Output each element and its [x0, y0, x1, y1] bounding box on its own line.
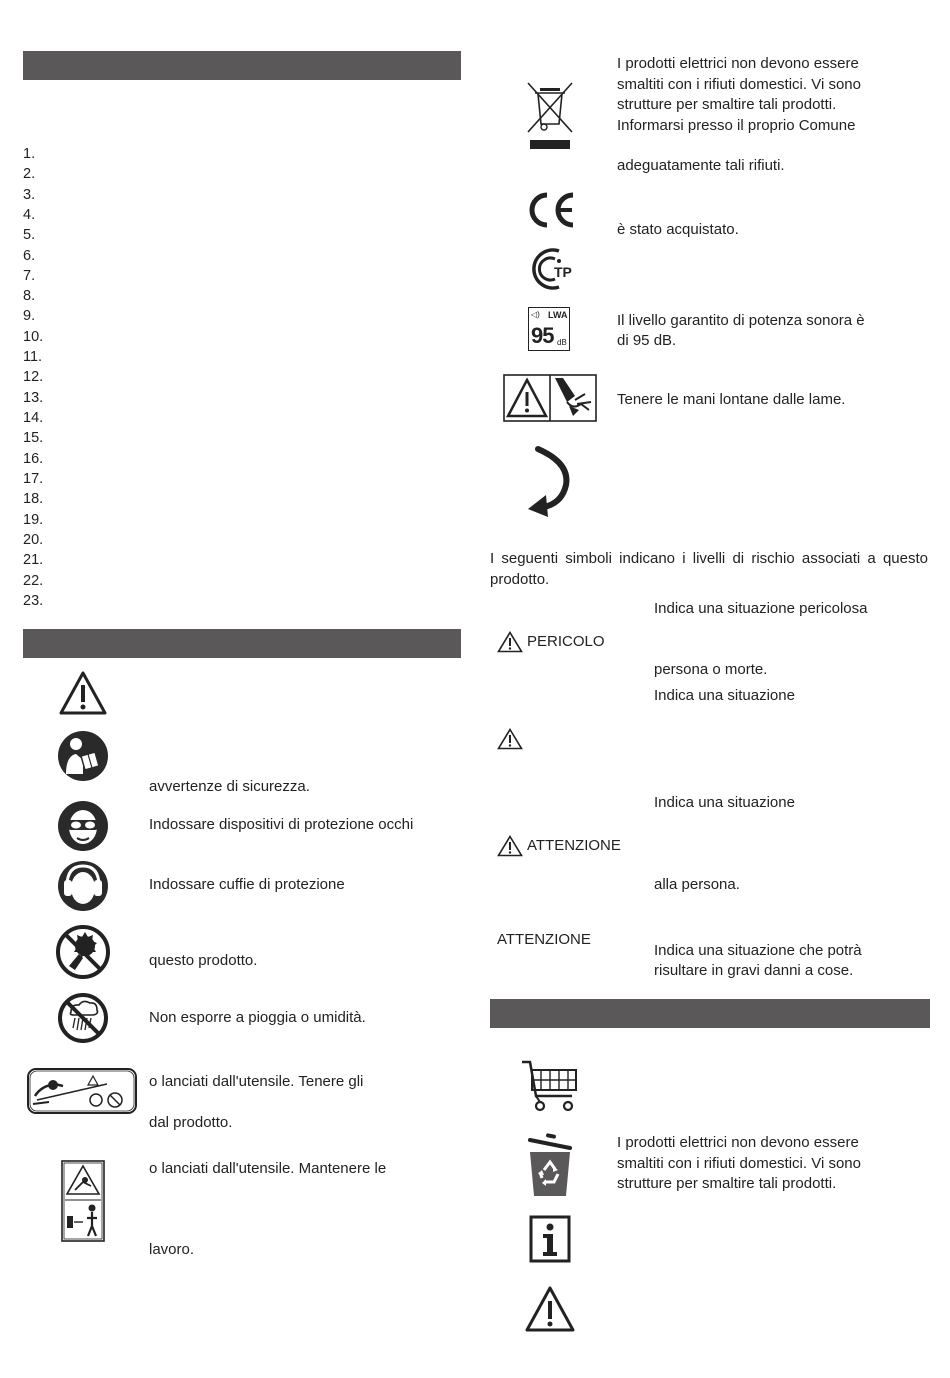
risk-text: Indica una situazione	[654, 687, 795, 704]
risk-label: PERICOLO	[527, 633, 605, 650]
speaker-icon: ◁)	[531, 310, 540, 319]
hands-text: Tenere le mani lontane dalle lame.	[617, 391, 846, 408]
list-number: 13.	[23, 390, 44, 406]
list-number: 10.	[23, 329, 44, 345]
symbol-text: Non esporre a pioggia o umidità.	[149, 1009, 366, 1026]
risk-text: risultare in gravi danni a cose.	[654, 962, 854, 979]
list-number: 8.	[23, 288, 36, 304]
list-number: 11.	[23, 349, 43, 365]
list-number: 3.	[23, 187, 36, 203]
recycling-bin-icon	[524, 1130, 576, 1198]
shopping-cart-icon	[520, 1056, 580, 1116]
list-number: 2.	[23, 166, 36, 182]
no-rain-icon	[57, 992, 109, 1044]
crossed-bin-icon	[525, 80, 575, 150]
list-number: 19.	[23, 512, 44, 528]
list-number: 12.	[23, 369, 44, 385]
ce-text: è stato acquistato.	[617, 221, 739, 238]
sound-unit: dB	[557, 338, 567, 347]
symbol-text: lavoro.	[149, 1241, 195, 1258]
list-number: 4.	[23, 207, 36, 223]
ear-protection-icon	[57, 860, 109, 912]
weee-text: strutture per smaltire tali prodotti.	[617, 96, 837, 113]
list-number: 7.	[23, 268, 36, 284]
risk-text: persona o morte.	[654, 661, 768, 678]
symbol-text: dal prodotto.	[149, 1114, 233, 1131]
sound-value: 95	[531, 323, 554, 348]
risk-text: alla persona.	[654, 876, 740, 893]
list-number: 6.	[23, 248, 36, 264]
list-number: 17.	[23, 471, 44, 487]
list-number: 16.	[23, 451, 44, 467]
info-icon	[529, 1215, 571, 1263]
risk-text: Indica una situazione pericolosa	[654, 600, 868, 617]
list-number: 5.	[23, 227, 36, 243]
weee-text: smaltiti con i rifiuti domestici. Vi sono	[617, 76, 861, 93]
warning-small-icon	[497, 835, 523, 857]
hands-blade-warning-icon	[503, 374, 597, 422]
risk-label: ATTENZIONE	[527, 837, 621, 854]
symbol-text: o lanciati dall'utensile. Mantenere le	[149, 1160, 387, 1177]
sound-text: Il livello garantito di potenza sonora è	[617, 312, 865, 329]
risk-label: ATTENZIONE	[497, 931, 591, 948]
symbol-text: Indossare dispositivi di protezione occhi	[149, 816, 414, 833]
list-number: 9.	[23, 308, 36, 324]
risk-text: Indica una situazione	[654, 794, 795, 811]
read-manual-icon	[57, 730, 109, 782]
weee-text: I prodotti elettrici non devono essere	[617, 55, 859, 72]
list-number: 23.	[23, 593, 44, 609]
lwa-label: LWA	[548, 310, 568, 320]
svg-text:TP: TP	[554, 264, 572, 280]
list-number: 14.	[23, 410, 44, 426]
weee-text: Informarsi presso il proprio Comune	[617, 117, 856, 134]
section-header-bar-1	[23, 51, 461, 80]
warning-small-icon	[497, 728, 523, 750]
bottom-weee-text: strutture per smaltire tali prodotti.	[617, 1175, 837, 1192]
certification-mark-icon	[525, 245, 575, 293]
warning-triangle-icon	[524, 1285, 576, 1333]
no-saw-blade-icon	[55, 924, 111, 980]
list-number: 22.	[23, 573, 44, 589]
symbol-text: questo prodotto.	[149, 952, 258, 969]
symbol-text: Indossare cuffie di protezione	[149, 876, 345, 893]
thrown-objects-label-icon	[27, 1068, 137, 1114]
bottom-weee-text: smaltiti con i rifiuti domestici. Vi sono	[617, 1155, 861, 1172]
section-header-bar-3	[490, 999, 930, 1028]
list-number: 18.	[23, 491, 44, 507]
rotation-arrow-icon	[526, 445, 574, 519]
ce-mark-icon	[525, 190, 577, 230]
weee-text: adeguatamente tali rifiuti.	[617, 157, 785, 174]
risk-intro: I seguenti simboli indicano i livelli di rischio associati a questo prodotto.	[490, 550, 928, 588]
symbol-text: o lanciati dall'utensile. Tenere gli	[149, 1073, 364, 1090]
risk-text: Indica una situazione che potrà	[654, 942, 862, 959]
list-number: 20.	[23, 532, 44, 548]
sound-power-label	[528, 307, 570, 351]
list-number: 1.	[23, 146, 36, 162]
symbol-text: avvertenze di sicurezza.	[149, 778, 310, 795]
list-number: 21.	[23, 552, 44, 568]
eye-protection-icon	[57, 800, 109, 852]
warning-triangle-icon	[58, 670, 108, 716]
list-number: 15.	[23, 430, 44, 446]
sound-text: di 95 dB.	[617, 332, 677, 349]
section-header-bar-2	[23, 629, 461, 658]
warning-small-icon	[497, 631, 523, 653]
keep-distance-label-icon	[61, 1160, 105, 1242]
bottom-weee-text: I prodotti elettrici non devono essere	[617, 1134, 859, 1151]
